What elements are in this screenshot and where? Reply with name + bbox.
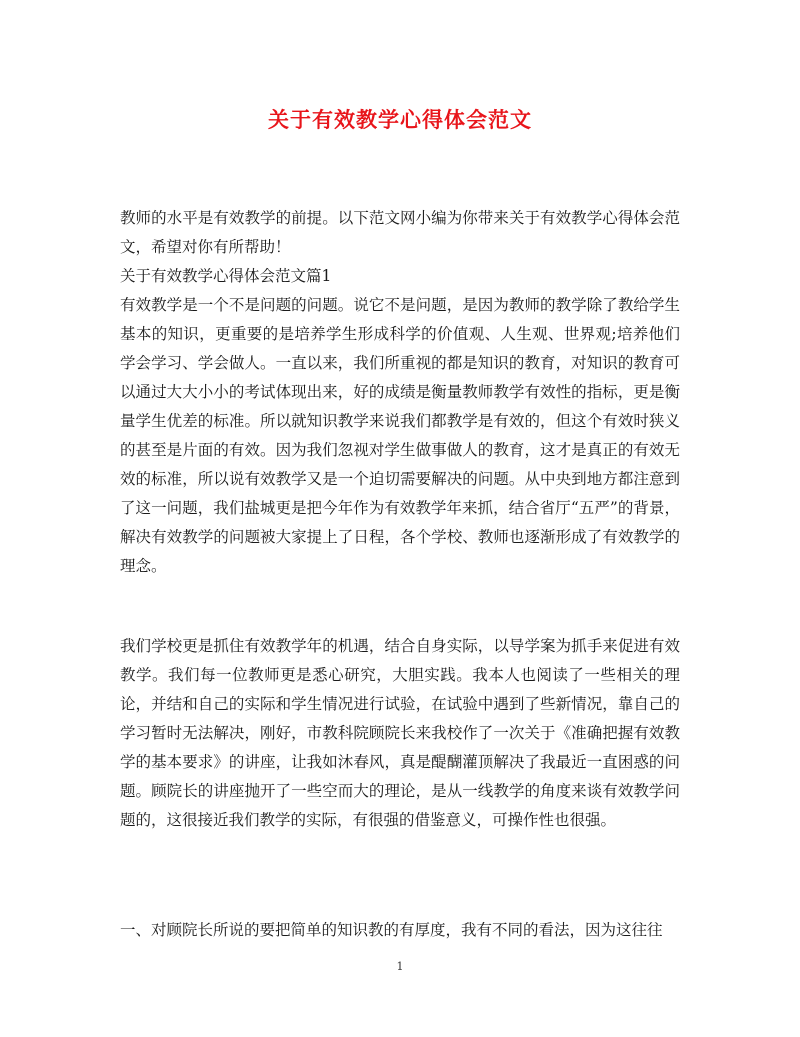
paragraph-2: 我们学校更是抓住有效教学年的机遇，结合自身实际，以导学案为抓手来促进有效教学。我们每一位教师更是悉心研究，大胆实践。我本人也阅读了一些相关的理论，并结和自己的实际和学生情况进行试验，在试验中遇到了些新情况，靠自己的学习暂时无法解决，刚好，市教科院顾院长来我校作了一次关于《准确把握有效教学的基本要求》的讲座，让我如沐春风，真是醍醐灌顶解决了我最近一直困惑的问题。顾院长的讲座抛开了一些空而大的理论，是从一线教学的角度来谈有效教学问题的，这很接近我们教学的实际，有很强的借鉴意义，可操作性也很强。: [120, 637, 680, 829]
document-body-top: [120, 204, 680, 581]
page-number: 1: [396, 960, 404, 973]
paragraph-1: 有效教学是一个不是问题的问题。说它不是问题，是因为教师的教学除了教给学生基本的知识，更重要的是培养学生形成科学的价值观、人生观、世界观;培养他们学会学习、学会做人。一直以来，我们所重视的都是知识的教育，对知识的教育可以通过大大小小的考试体现出来，好的成绩是衡量教师教学有效性的指标，更是衡量学生优差的标准。所以就知识教学来说我们都教学是有效的，但这个有效时狭义的甚至是片面的有效。因为我们忽视对学生做事做人的教育，这才是真正的有效无效的标准，所以说有效教学又是一个迫切需要解决的问题。从中央到地方都注意到了这一问题，我们盐城更是把今年作为有效教学年来抓，结合省厅“五严”的背景，解决有效教学的问题被大家提上了日程，各个学校、教师也逐渐形成了有效教学的理念。: [120, 296, 680, 575]
document-body-middle: [120, 632, 680, 835]
paragraph-3: 一、对顾院长所说的要把简单的知识教的有厚度，我有不同的看法，因为这往往: [120, 921, 663, 939]
section-heading: 关于有效教学心得体会范文篇1: [120, 267, 332, 285]
intro-paragraph: 教师的水平是有效教学的前提。以下范文网小编为你带来关于有效教学心得体会范文，希望对你有所帮助！: [120, 209, 680, 256]
document-body-bottom: [120, 916, 680, 945]
document-title: 关于有效教学心得体会范文: [268, 107, 532, 132]
